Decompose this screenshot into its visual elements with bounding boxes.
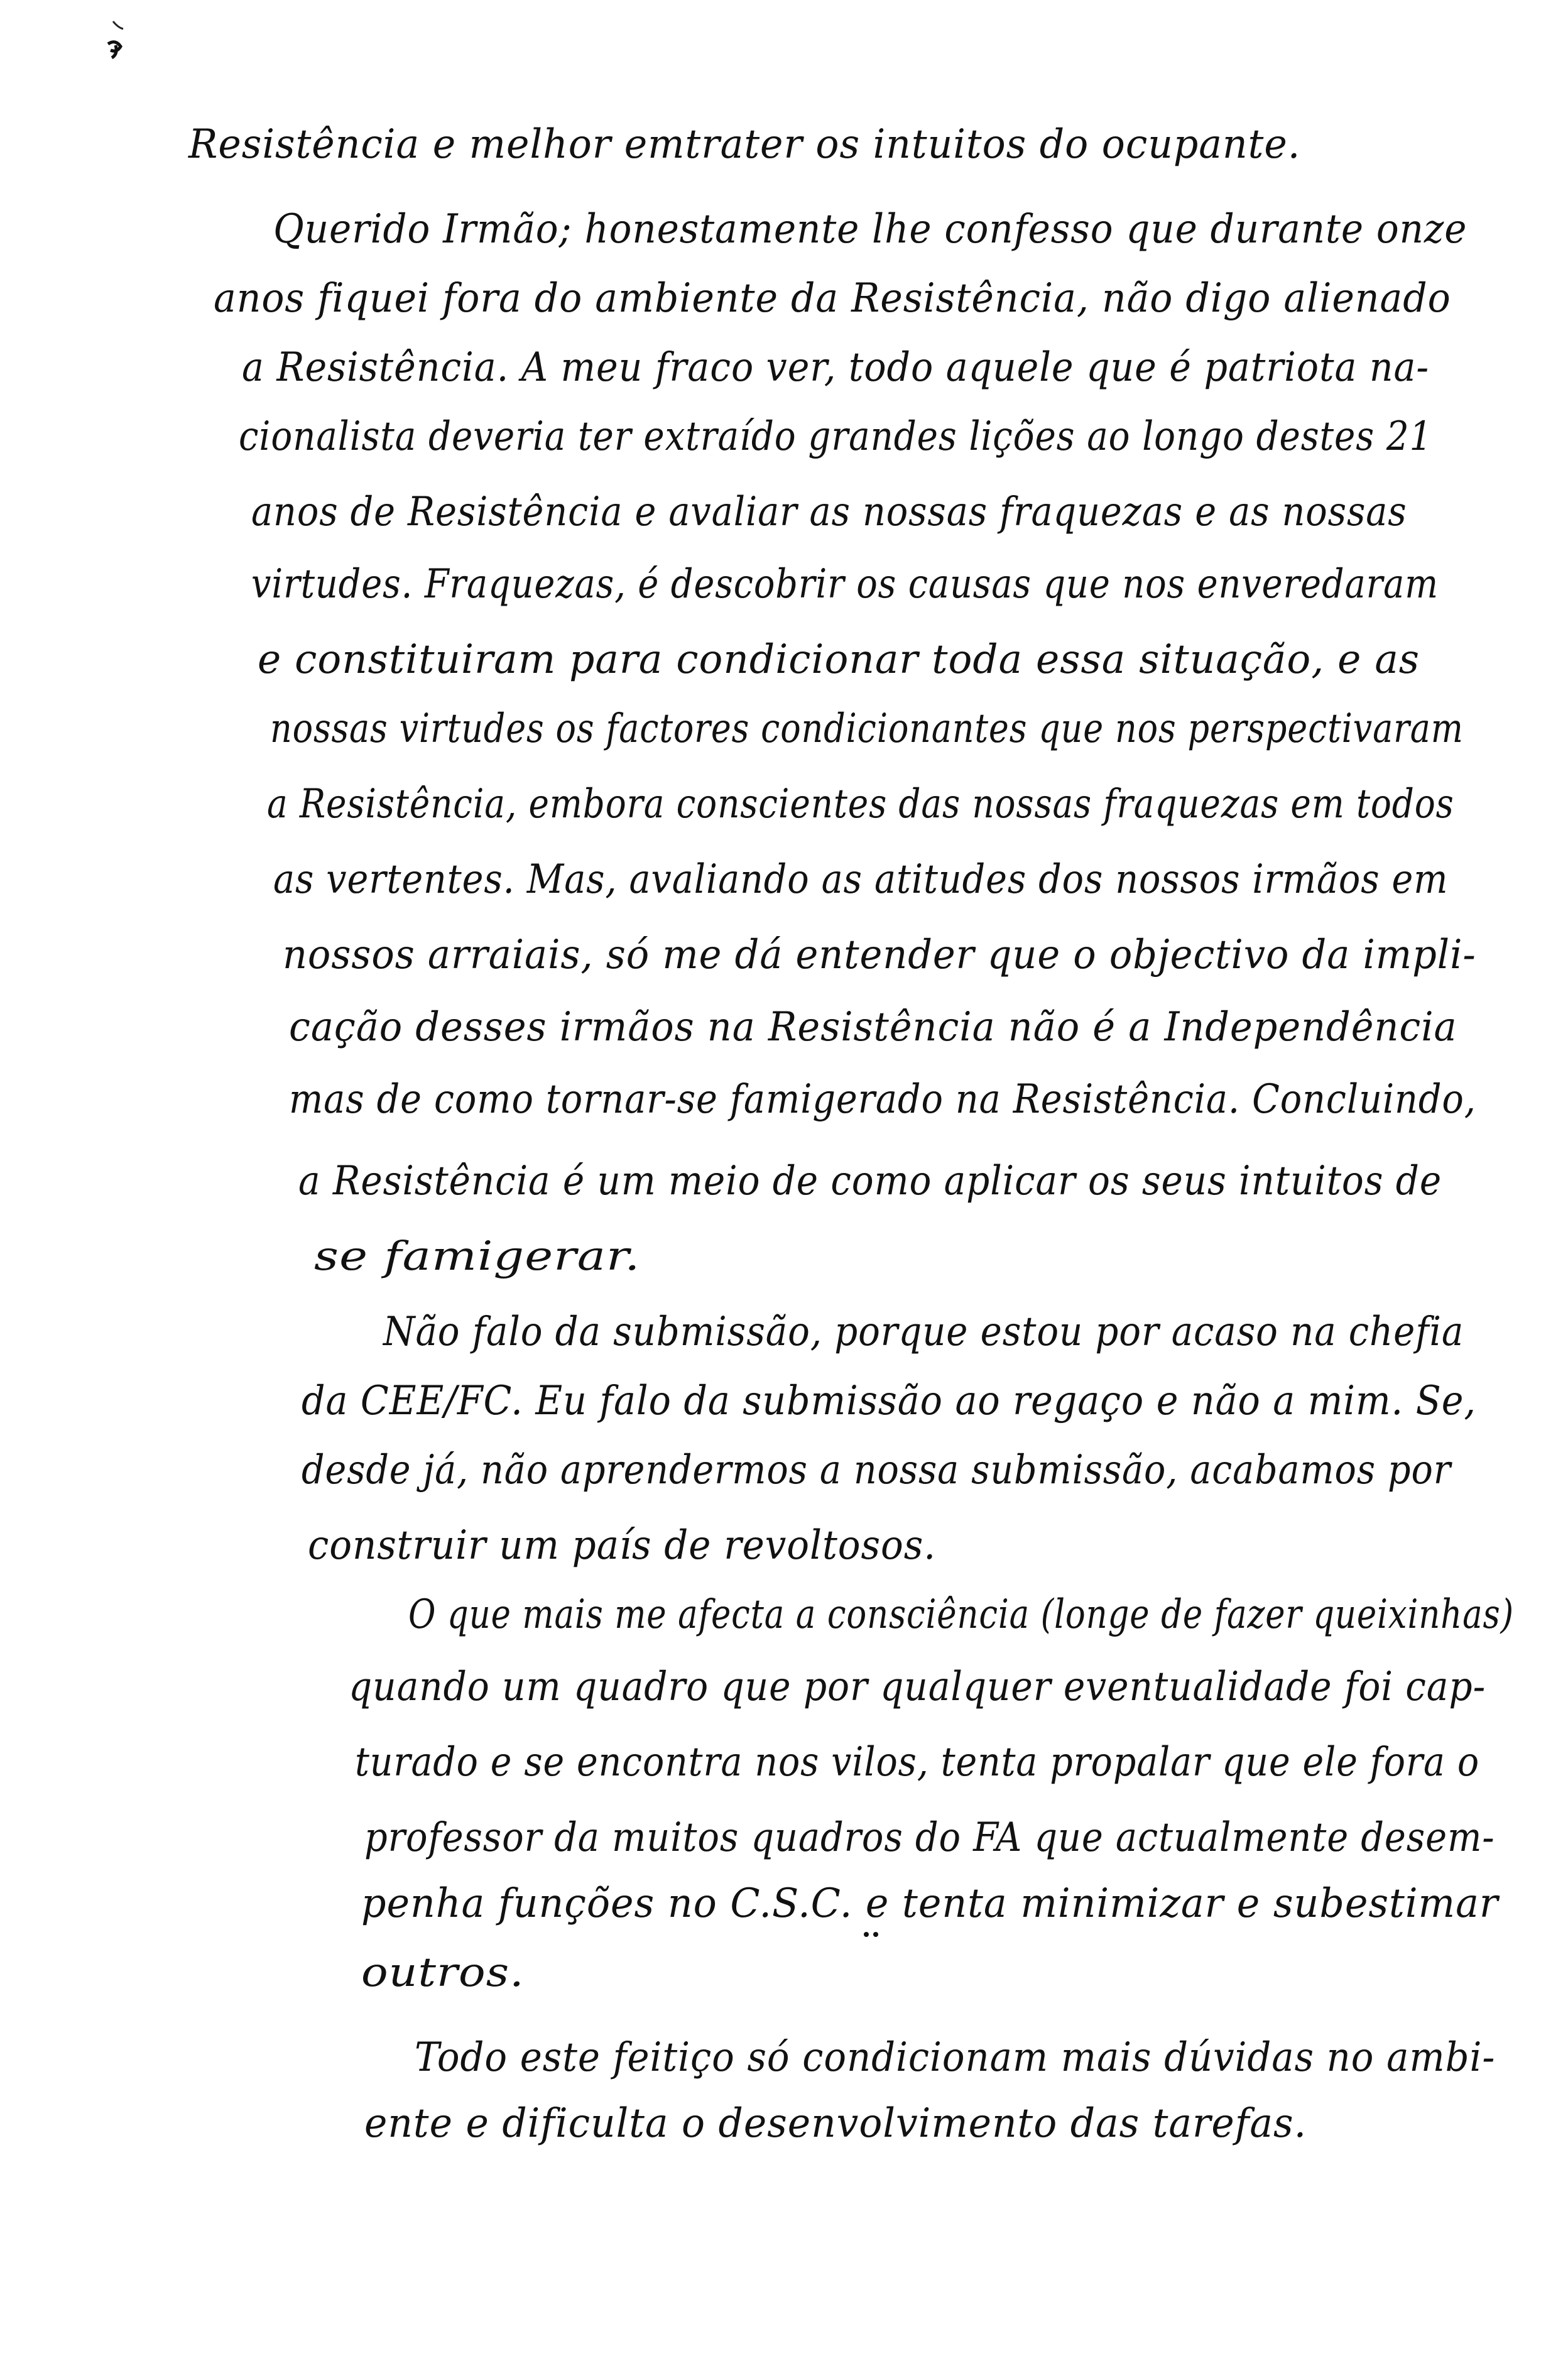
letter-line: ente e dificulta o desenvolvimento das tarefas. [364,2100,1307,2147]
letter-line: se famigerar. [314,1233,641,1280]
letter-line: Todo este feitiço só condicionam mais dúvidas no ambi- [415,2034,1496,2081]
letter-line: turado e se encontra nos vilos, tenta propalar que ele fora o [355,1739,1480,1786]
letter-line: O que mais me afecta a consciência (longe de fazer queixinhas) [408,1591,1514,1638]
letter-line: penha funções no C.S.C. e tenta minimizar e subestimar [361,1880,1499,1927]
corner-scribble-mark [94,19,132,63]
letter-line: outros. [361,1950,525,1996]
letter-line: nossos arraiais, só me dá entender que o objectivo da impli- [283,932,1476,978]
letter-line: anos fiquei fora do ambiente da Resistência, não digo alienado [214,275,1451,322]
letter-line: virtudes. Fraquezas, é descobrir os causas que nos enveredaram [251,561,1439,608]
letter-line: anos de Resistência e avaliar as nossas fraquezas e as nossas [251,489,1407,535]
letter-line: mas de como tornar-se famigerado na Resistência. Concluindo, [289,1076,1476,1123]
letter-line: a Resistência, embora conscientes das nossas fraquezas em todos [267,781,1454,827]
letter-line: Não falo da submissão, porque estou por acaso na chefia [383,1309,1464,1355]
stray-ink-dot [864,1932,869,1937]
letter-line: as vertentes. Mas, avaliando as atitudes dos nossos irmãos em [273,856,1449,903]
letter-line: professor da muitos quadros do FA que actualmente desem- [364,1814,1495,1861]
letter-line: Querido Irmão; honestamente lhe confesso que durante onze [273,206,1467,253]
letter-line: cionalista deveria ter extraído grandes lições ao longo destes 21 [239,413,1433,460]
letter-line: da CEE/FC. Eu falo da submissão ao regaço e não a mim. Se, [302,1378,1476,1424]
letter-line: desde já, não aprendermos a nossa submissão, acabamos por [302,1447,1451,1493]
letter-line: quando um quadro que por qualquer eventualidade foi cap- [349,1664,1486,1710]
letter-line: a Resistência é um meio de como aplicar os seus intuitos de [298,1158,1442,1204]
stray-ink-dot [873,1932,878,1937]
letter-line: a Resistência. A meu fraco ver, todo aquele que é patriota na- [242,344,1430,391]
letter-line: Resistência e melhor emtrater os intuitos do ocupante. [188,121,1301,168]
letter-line: cação desses irmãos na Resistência não é a Independência [289,1004,1457,1050]
letter-line: nossas virtudes os factores condicionantes que nos perspectivaram [270,706,1464,752]
letter-line: construir um país de revoltosos. [308,1522,937,1569]
letter-line: e constituiram para condicionar toda essa situação, e as [258,636,1420,683]
